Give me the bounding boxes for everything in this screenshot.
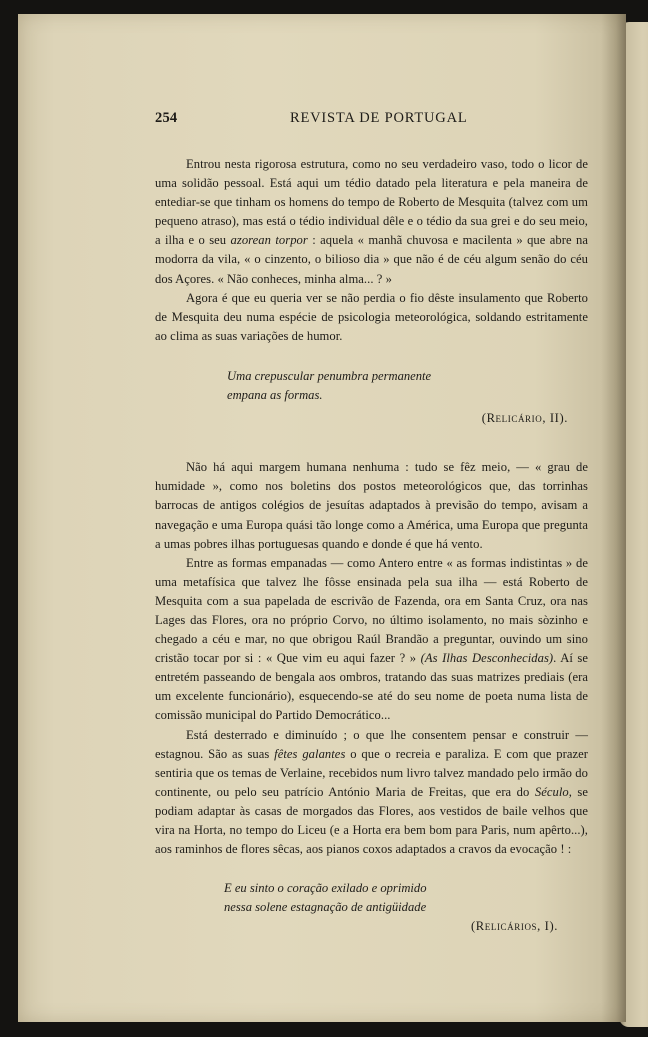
verse-quote-2 [155, 879, 588, 936]
running-header [155, 110, 588, 132]
paragraph-3: Não há aqui margem humana nenhuma : tudo se fêz meio, — « grau de humidade », como nos boletins dos postos meteorológicos que, das torrinhas barrocas de antigos colégios de jesuítas adaptados à previsão do tempo, avisam a navegação e uma Europa quási tão longe como a América, uma Europa que pregunta a umas pobres ilhas portuguesas quando e donde é que há vento. [155, 460, 588, 551]
verse-source: (Relicários, I). [470, 919, 558, 934]
verse-line: Uma crepuscular penumbra permanente [227, 368, 432, 383]
book-page [18, 14, 626, 1022]
verse-line: empana as formas. [227, 388, 323, 403]
verse-source: (Relicário, II). [481, 411, 568, 426]
paragraph-5: Está desterrado e diminuído ; o que lhe consentem pensar e construir — estagnou. São as suas fêtes galantes o que o recreia e paraliza. E com que prazer sentiria que os temas de Verlaine, recebidos num livro talvez mandado pelo irmão do continente, ou pelo seu patrício António Maria de Freitas, que era do Século, se podiam adaptar às casas de morgados das Flores, aos vestidos de baile velhos que vira na Horta, no tempo do Liceu (e a Horta era bem bom para Paris, num apêrto...), aos raminhos de flores sêcas, aos pianos coxos adaptados a cravos da evocação ! : [155, 727, 588, 857]
page-text-block [155, 110, 588, 966]
verse-quote-1 [155, 367, 588, 428]
paragraph-1: Entrou nesta rigorosa estrutura, como no seu verdadeiro vaso, todo o licor de uma solidão pessoal. Está aqui um tédio datado pela literatura e pela maneira de entediar-se que tinham os homens do tempo de Roberto de Mesquita (talvez com um pequeno atraso), mas está o tédio individual dêle e o tédio da sua grei e do seu meio, a ilha e o seu azorean torpor : aquela « manhã chuvosa e macilenta » que abre na modorra da vila, « o cinzento, o bilioso dia » que não é de céu algum senão do céu dos Açores. « Não conheces, minha alma... ? » [155, 157, 588, 286]
page-number: 254 [155, 110, 178, 126]
paragraph-4: Entre as formas empanadas — como Antero entre « as formas indistintas » de uma metafísica que talvez lhe fôsse ensinada pela sua ilha — está Roberto de Mesquita com a sua papelada de escrivão de Fazenda, ora em Santa Cruz, ora nas Lages das Flores, ora no próprio Corvo, no último isolamento, no mais sòzinho e chegado a céu e mar, no que obrigou Raúl Brandão a preguntar, ouvindo um sino cristão tocar por si : « Que vim eu aqui fazer ? » (As Ilhas Desconhecidas). Aí se entretém passeando de bengala aos ombros, tratando das suas matrizes prediais (era um excelente funcionário), esquecendo-se até do seu nome de poeta numa lista de comissão municipal do Partido Democrático... [155, 555, 589, 723]
page-gutter-shadow [601, 14, 626, 1022]
journal-title: REVISTA DE PORTUGAL [290, 110, 468, 126]
verse-line: nessa solene estagnação de antigüidade [224, 900, 427, 915]
verse-line: E eu sinto o coração exilado e oprimido [224, 881, 427, 896]
paragraph-2: Agora é que eu queria ver se não perdia o fio dêste insulamento que Roberto de Mesquita deu numa espécie de psicologia meteorológica, soldando estritamente ao clima as suas variações de humor. [155, 290, 588, 343]
